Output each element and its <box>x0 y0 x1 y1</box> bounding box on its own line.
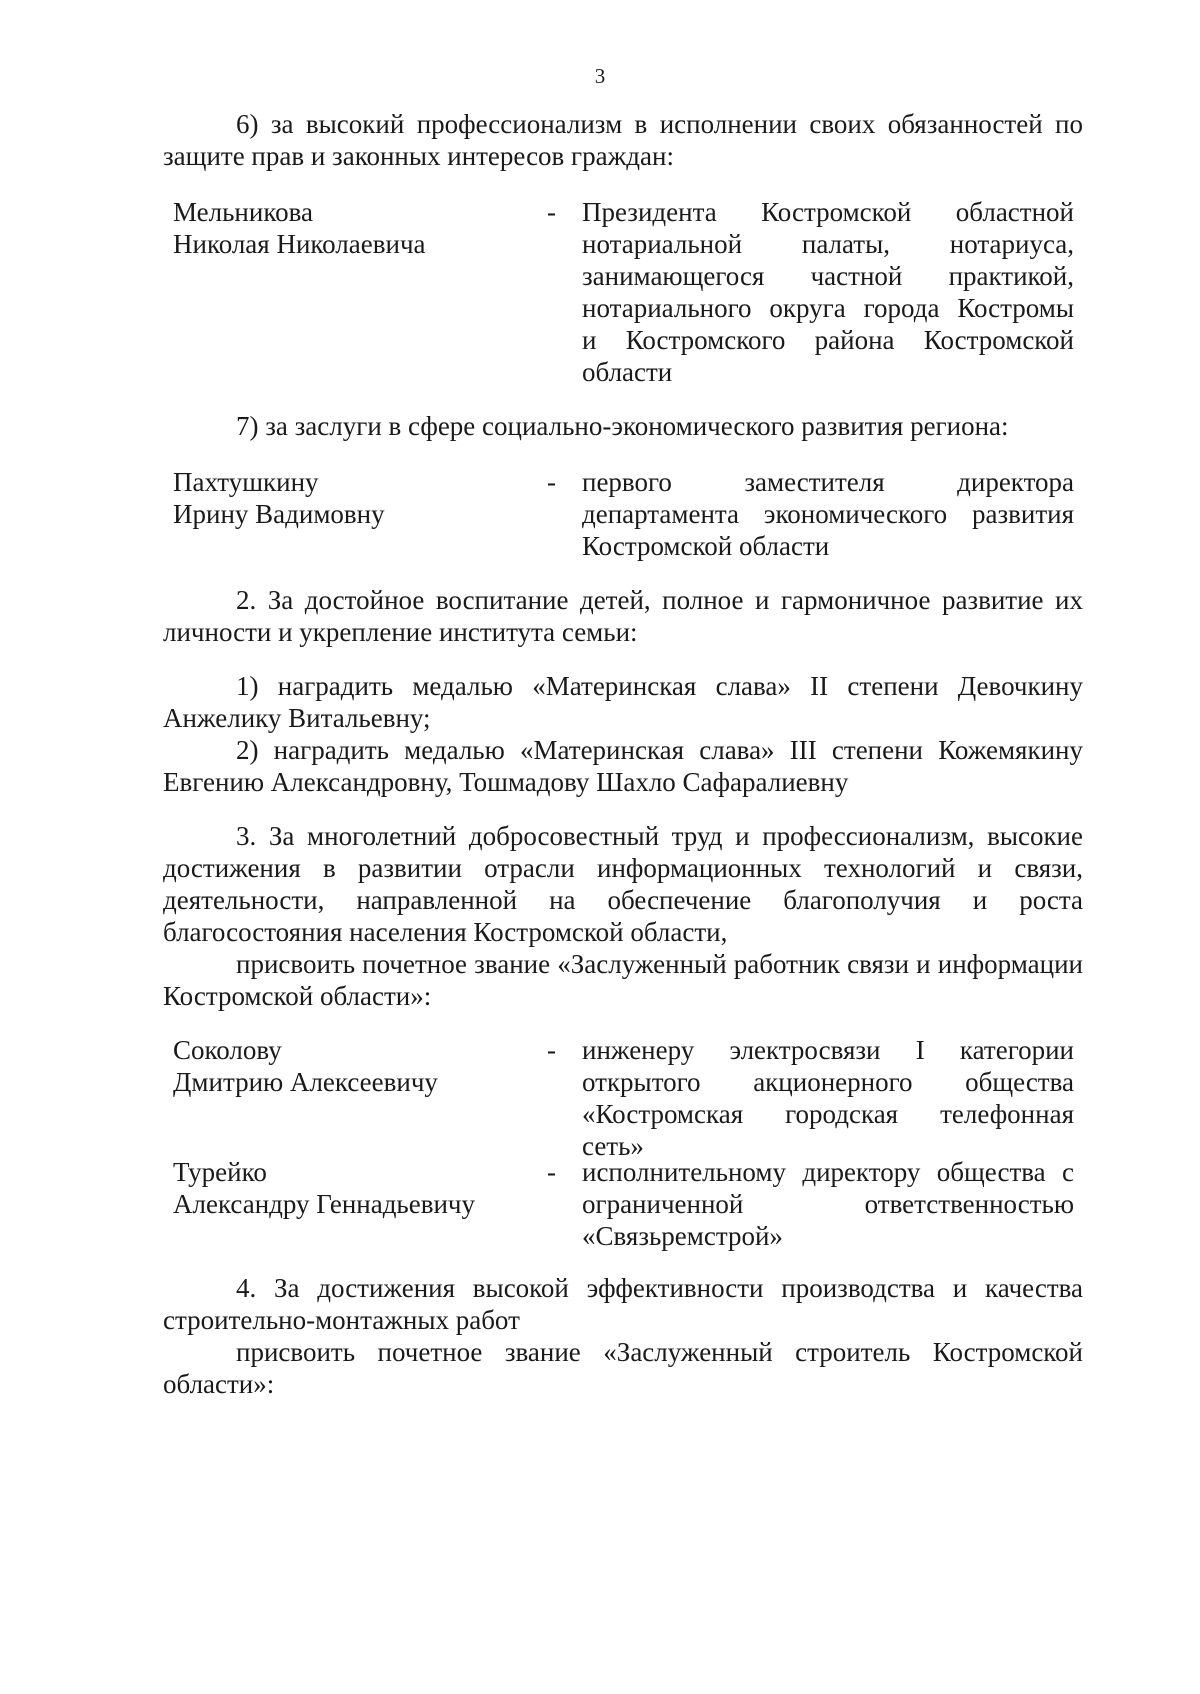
item-4-assign-title: присвоить почетное звание «Заслуженный строитель Костромской области»: <box>163 1337 1083 1399</box>
recipient-name <box>173 196 533 260</box>
recipient-given-names: Александру Геннадьевичу <box>173 1189 476 1219</box>
recipient-position <box>582 196 1074 388</box>
recipient-position <box>582 1034 1074 1162</box>
position-line: исполнительному директору общества с <box>582 1157 1074 1187</box>
position-line: «Связьремстрой» <box>582 1221 783 1251</box>
recipient-name <box>173 1034 533 1098</box>
section-6-heading: 6) за высокий профессионализм в исполнении своих обязанностей по защите прав и законных интересов граждан: <box>163 109 1083 171</box>
item-4-heading: 4. За достижения высокой эффективности производства и качества строительно-монтажных работ <box>163 1273 1083 1335</box>
position-line: ограниченной ответственностью <box>582 1189 1074 1219</box>
item-2-subitem-2: 2) наградить медалью «Материнская слава» III степени Кожемякину Евгению Александровну, Тошмадову Шахло Сафаралиевну <box>163 735 1083 797</box>
recipient-given-names: Николая Николаевича <box>173 229 426 259</box>
position-line: «Костромская городская телефонная <box>582 1099 1074 1129</box>
recipient-position <box>582 1156 1074 1252</box>
dash-separator: - <box>547 1157 556 1187</box>
page-number: 3 <box>594 64 606 88</box>
item-3-assign-title: присвоить почетное звание «Заслуженный работник связи и информации Костромской области»: <box>163 949 1083 1011</box>
dash-separator: - <box>547 1035 556 1065</box>
recipient-position <box>582 466 1074 562</box>
position-line: инженеру электросвязи I категории <box>582 1035 1074 1065</box>
position-line: области <box>582 357 673 387</box>
recipient-surname: Соколову <box>173 1035 282 1065</box>
position-line: первого заместителя директора <box>582 467 1074 497</box>
position-line: нотариальной палаты, нотариуса, <box>582 229 1074 259</box>
position-line: Костромской области <box>582 531 830 561</box>
position-line: открытого акционерного общества <box>582 1067 1074 1097</box>
item-3-heading: 3. За многолетний добросовестный труд и профессионализм, высокие достижения в развитии отрасли информационных технологий и связи, деятельности, направленной на обеспечение благополучия и роста благосостояния населения Костромской области, <box>163 821 1083 947</box>
position-line: нотариального округа города Костромы <box>582 293 1074 323</box>
recipient-given-names: Дмитрию Алексеевичу <box>173 1067 438 1097</box>
position-line: Президента Костромской областной <box>582 197 1074 227</box>
recipient-surname: Турейко <box>173 1157 267 1187</box>
item-2-subitem-1: 1) наградить медалью «Материнская слава» II степени Девочкину Анжелику Витальевну; <box>163 671 1083 733</box>
position-line: департамента экономического развития <box>582 499 1074 529</box>
recipient-surname: Пахтушкину <box>173 467 319 497</box>
position-line: и Костромского района Костромской <box>582 325 1074 355</box>
section-7-heading: 7) за заслуги в сфере социально-экономического развития региона: <box>236 411 1009 441</box>
recipient-surname: Мельникова <box>173 197 313 227</box>
item-2-heading: 2. За достойное воспитание детей, полное и гармоничное развитие их личности и укрепление института семьи: <box>163 585 1083 647</box>
position-line: сеть» <box>582 1131 644 1161</box>
recipient-name <box>173 1156 533 1220</box>
dash-separator: - <box>547 197 556 227</box>
recipient-given-names: Ирину Вадимовну <box>173 499 385 529</box>
dash-separator: - <box>547 467 556 497</box>
recipient-name <box>173 466 533 530</box>
position-line: занимающегося частной практикой, <box>582 261 1074 291</box>
